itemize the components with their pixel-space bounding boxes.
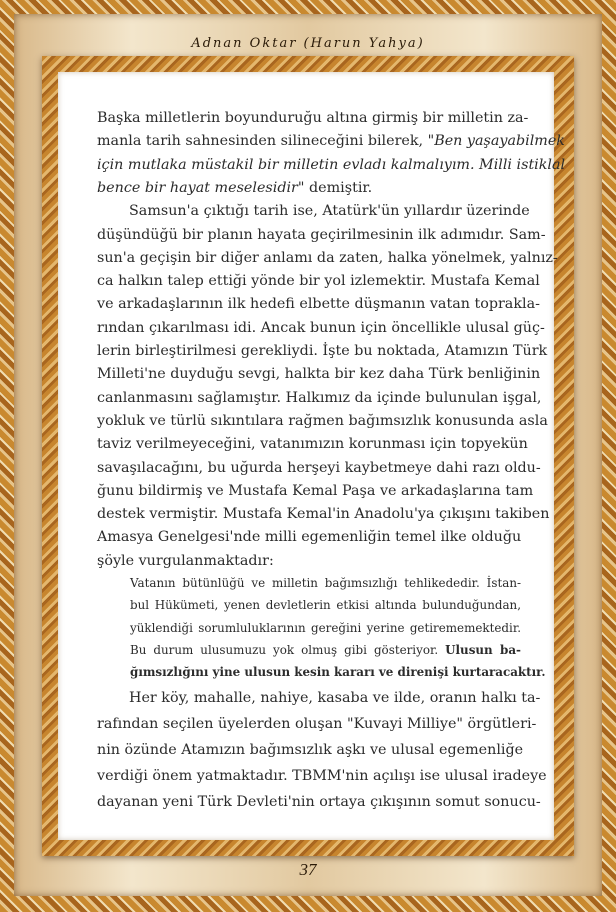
text-line <box>97 131 565 151</box>
text-segment: için mutlaka müstakil bir milletin evladı kalmalıyım. Milli istiklal <box>97 156 566 173</box>
text-segment: Amasya Genelgesi'nde milli egemenliğin temel ilke olduğu <box>97 529 522 546</box>
text-line <box>97 271 540 291</box>
text-line <box>97 714 537 734</box>
quote-line <box>130 662 546 682</box>
text-segment: dayanan yeni Türk Devleti'nin ortaya çıkışının somut sonucu- <box>97 794 541 810</box>
text-segment: lerin birleştirilmesi gerekliydi. İşte bu noktada, Atamızın Türk <box>97 343 548 359</box>
text-segment: şöyle vurgulanmaktadır: <box>97 552 274 569</box>
text-segment: Ulusun ba- <box>445 642 521 657</box>
text-segment: "Ben yaşayabilmek <box>427 133 565 150</box>
page-number: 37 <box>299 860 317 879</box>
text-line <box>97 688 541 708</box>
running-header: Adnan Oktar (Harun Yahya) <box>191 36 425 51</box>
text-segment: düşündüğü bir planın hayata geçirilmesinin ilk adımıdır. Sam- <box>97 226 546 243</box>
text-line <box>97 178 521 198</box>
text-line <box>97 504 550 524</box>
text-line <box>97 201 530 221</box>
text-line <box>97 411 548 431</box>
text-segment: Bu durum ulusumuzu yok olmuş gibi gösteriyor. <box>130 642 446 657</box>
text-segment: sun'a geçişin bir diğer anlamı da zaten, halka yönelmek, yalnız- <box>97 249 558 266</box>
text-segment: demiştir. <box>304 179 373 196</box>
text-segment: Her köy, mahalle, nahiye, kasaba ve ilde, oranın halkı ta- <box>129 690 541 706</box>
text-segment: rafından seçilen üyelerden oluşan "Kuvayi Milliye" örgütleri- <box>97 716 537 732</box>
text-line <box>97 155 566 175</box>
text-segment: rından çıkarılması idi. Ancak bunun için öncellikle ulusal güç- <box>97 319 545 336</box>
text-line <box>97 294 540 314</box>
text-line <box>97 364 541 384</box>
quote-line <box>130 618 521 638</box>
quote-line <box>130 573 521 593</box>
text-segment: Vatanın bütünlüğü ve milletin bağımsızlığı tehlikededir. İstan- <box>130 576 521 590</box>
text-line <box>97 318 545 338</box>
text-line <box>97 434 528 454</box>
text-line <box>97 551 521 571</box>
text-segment: savaşılacağını, bu uğurda herşeyi kaybetmeye dahi razı oldu- <box>97 459 541 476</box>
text-line <box>97 527 521 547</box>
quote-line <box>130 595 521 615</box>
text-segment: taviz verilmeyeceğini, vatanımızın korunması için topyekün <box>97 436 528 453</box>
text-line <box>97 108 529 128</box>
text-line <box>97 481 534 501</box>
text-line <box>97 341 548 361</box>
text-line <box>97 458 541 478</box>
text-line <box>97 388 542 408</box>
text-line <box>97 740 524 760</box>
text-segment: ğunu bildirmiş ve Mustafa Kemal Paşa ve arkadaşlarına tam <box>97 482 534 499</box>
text-line <box>97 248 558 268</box>
text-segment: verdiği önem yatmaktadır. TBMM'nin açılışı ise ulusal iradeye <box>97 768 547 784</box>
text-segment: canlanmasını sağlamıştır. Halkımız da içinde bulunulan işgal, <box>97 389 542 406</box>
text-segment: manla tarih sahnesinden silineceğini bilerek, <box>97 133 428 150</box>
text-segment: nin özünde Atamızın bağımsızlık aşkı ve ulusal egemenliğe <box>97 742 524 758</box>
text-segment: ca halkın talep ettiği yönde bir yol izlemektir. Mustafa Kemal <box>97 273 540 290</box>
text-segment: bence bir hayat meselesidir" <box>97 179 305 196</box>
text-segment: ve arkadaşlarının ilk hedefi elbette düşmanın vatan toprakla- <box>97 296 540 313</box>
quote-line <box>130 640 521 660</box>
text-segment: Milleti'ne duyduğu sevgi, halkta bir kez daha Türk benliğinin <box>97 366 541 383</box>
text-segment: destek vermiştir. Mustafa Kemal'in Anadolu'ya çıkışını takiben <box>97 506 550 523</box>
text-segment: bul Hükümeti, yenen devletlerin etkisi altında bulunduğundan, <box>130 598 521 613</box>
text-segment: Başka milletlerin boyunduruğu altına girmiş bir milletin za- <box>97 110 529 126</box>
text-segment: yüklendiği sorumluluklarının gereğini yerine getirememektedir. <box>130 620 521 635</box>
text-line <box>97 766 547 786</box>
text-line <box>97 792 541 812</box>
text-segment: Samsun'a çıktığı tarih ise, Atatürk'ün yıllardır üzerinde <box>129 203 530 220</box>
text-segment: yokluk ve türlü sıkıntılara rağmen bağımsızlık konusunda asla <box>97 412 548 429</box>
text-line <box>97 225 546 245</box>
text-segment: ğımsızlığını yine ulusun kesin kararı ve direnişi kurtaracaktır. <box>130 665 546 680</box>
